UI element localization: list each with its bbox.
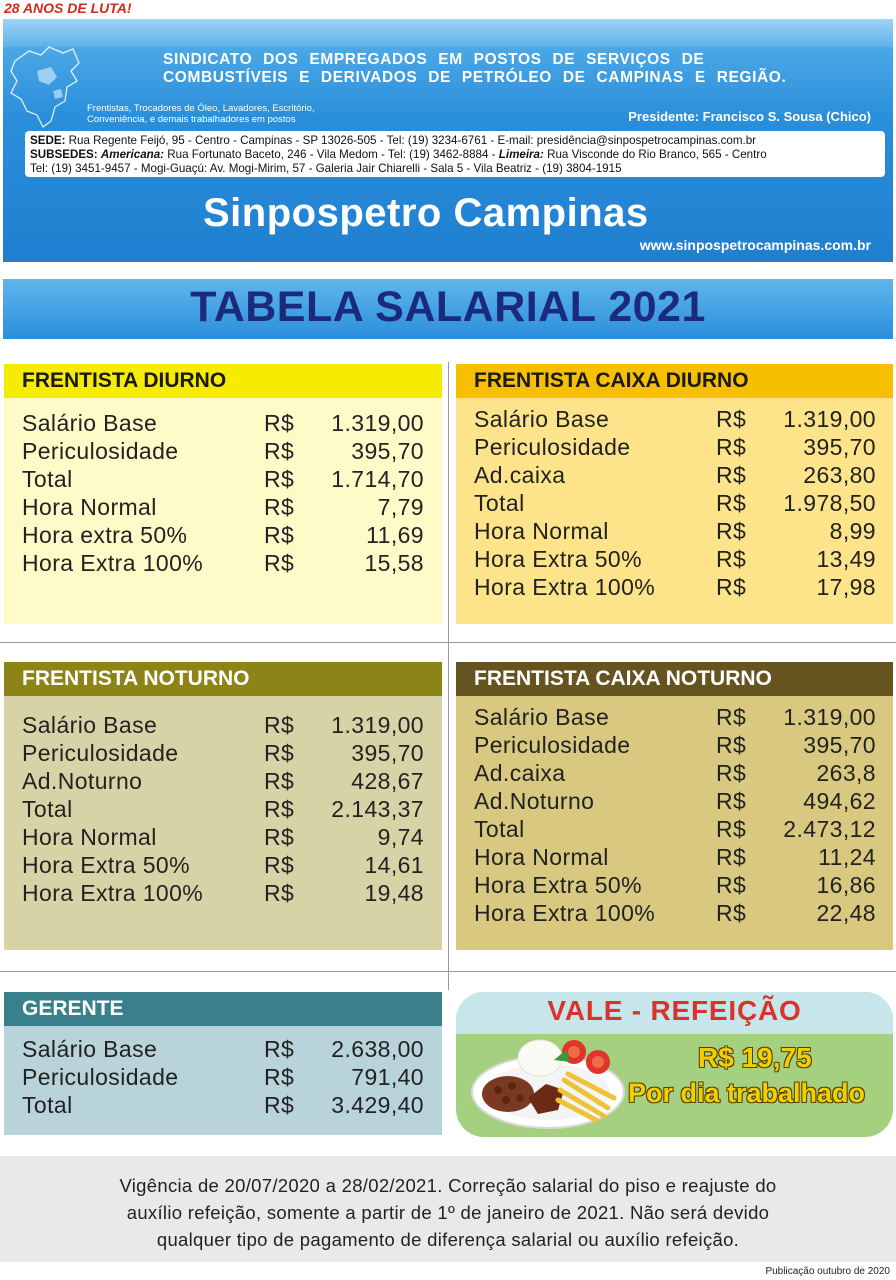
table-row <box>474 788 876 816</box>
table-row <box>474 406 876 434</box>
row-label: Salário Base <box>22 712 158 738</box>
table-row <box>22 1036 424 1064</box>
row-currency: R$ <box>264 796 295 822</box>
row-currency: R$ <box>264 1036 295 1062</box>
table-row <box>474 518 876 546</box>
row-label: Periculosidade <box>474 732 631 758</box>
row-value: 22,48 <box>816 900 876 926</box>
row-currency: R$ <box>716 816 747 842</box>
row-currency: R$ <box>264 522 295 548</box>
row-label: Salário Base <box>474 704 610 730</box>
table-frentista-caixa-noturno <box>456 662 893 950</box>
row-currency: R$ <box>716 872 747 898</box>
table-row <box>22 768 424 796</box>
table-row <box>22 438 424 466</box>
row-value: 13,49 <box>816 546 876 572</box>
row-value: 395,70 <box>803 732 876 758</box>
sao-paulo-map-icon <box>7 41 83 131</box>
row-value: 263,8 <box>816 760 876 786</box>
meal-voucher-per-day: Por dia trabalhado <box>628 1078 866 1108</box>
row-label: Ad.Noturno <box>22 768 143 794</box>
row-label: Salário Base <box>22 1036 158 1062</box>
address-sede <box>30 134 885 148</box>
row-value: 19,48 <box>364 880 424 906</box>
row-value: 1.714,70 <box>331 466 424 492</box>
row-label: Ad.Noturno <box>474 788 595 814</box>
row-currency: R$ <box>716 490 747 516</box>
row-currency: R$ <box>264 494 295 520</box>
row-currency: R$ <box>264 438 295 464</box>
table-frentista-noturno <box>4 662 442 950</box>
row-currency: R$ <box>716 434 747 460</box>
row-label: Hora Extra 100% <box>22 550 204 576</box>
table-row <box>474 434 876 462</box>
row-label: Hora Extra 100% <box>474 900 656 926</box>
row-currency: R$ <box>264 410 295 436</box>
table-row <box>22 712 424 740</box>
sede-label: SEDE: <box>30 134 66 147</box>
row-value: 494,62 <box>803 788 876 814</box>
table-row <box>22 466 424 494</box>
row-label: Hora extra 50% <box>22 522 188 548</box>
table-frentista-diurno <box>4 364 442 624</box>
row-label: Hora Extra 100% <box>474 574 656 600</box>
table-row <box>22 796 424 824</box>
row-label: Hora Normal <box>474 518 609 544</box>
row-label: Hora Extra 50% <box>22 852 190 878</box>
row-currency: R$ <box>264 824 295 850</box>
validity-notice <box>0 1156 896 1262</box>
row-value: 3.429,40 <box>331 1092 424 1118</box>
website-link[interactable]: www.sinpospetrocampinas.com.br <box>639 237 871 253</box>
table-row <box>22 824 424 852</box>
row-label: Ad.caixa <box>474 760 566 786</box>
sede-text: Rua Regente Feijó, 95 - Centro - Campinas - SP 13026-505 - Tel: (19) 3234-6761 - E-mail: presidência@sinpospetrocampinas.com.br <box>68 134 757 147</box>
publication-date: Publicação outubro de 2020 <box>765 1266 890 1277</box>
union-header <box>3 19 893 262</box>
table-body <box>456 398 893 624</box>
row-value: 395,70 <box>803 434 876 460</box>
row-value: 791,40 <box>351 1064 424 1090</box>
row-label: Hora Extra 100% <box>22 880 204 906</box>
limeira-text: Rua Visconde do Rio Branco, 565 - Centro <box>547 148 767 161</box>
row-currency: R$ <box>716 900 747 926</box>
row-currency: R$ <box>716 732 747 758</box>
table-body <box>4 1026 442 1135</box>
row-label: Hora Extra 50% <box>474 872 642 898</box>
table-row <box>474 816 876 844</box>
union-name-line1: SINDICATO DOS EMPREGADOS EM POSTOS DE SERVIÇOS DE <box>163 51 705 68</box>
table-row <box>22 1092 424 1120</box>
brand-name: Sinpospetro Campinas <box>203 191 649 235</box>
table-row <box>474 574 876 602</box>
table-row <box>22 410 424 438</box>
table-frentista-caixa-diurno <box>456 364 893 624</box>
row-label: Hora Normal <box>22 824 157 850</box>
row-value: 8,99 <box>829 518 876 544</box>
address-subsedes <box>30 148 885 162</box>
table-heading: FRENTISTA CAIXA NOTURNO <box>456 662 893 696</box>
limeira-label: Limeira: <box>498 148 544 161</box>
address-box <box>25 131 885 177</box>
row-currency: R$ <box>264 768 295 794</box>
categories-line2: Conveniência, e demais trabalhadores em postos <box>87 114 296 125</box>
row-label: Salário Base <box>22 410 158 436</box>
row-label: Hora Normal <box>474 844 609 870</box>
table-row <box>22 494 424 522</box>
table-heading: FRENTISTA DIURNO <box>4 364 442 398</box>
header-top-strip <box>3 19 893 47</box>
row-value: 2.143,37 <box>331 796 424 822</box>
row-value: 11,69 <box>366 522 424 548</box>
table-row <box>22 740 424 768</box>
row-currency: R$ <box>716 462 747 488</box>
row-currency: R$ <box>716 760 747 786</box>
row-label: Salário Base <box>474 406 610 432</box>
anniversary-tag: 28 ANOS DE LUTA! <box>4 0 132 16</box>
meal-plate-icon <box>468 1020 628 1135</box>
table-body <box>456 696 893 950</box>
row-value: 2.473,12 <box>783 816 876 842</box>
meal-voucher-title: VALE - REFEIÇÃO <box>547 995 802 1026</box>
row-label: Total <box>22 466 73 492</box>
row-label: Hora Extra 50% <box>474 546 642 572</box>
table-row <box>474 900 876 928</box>
row-currency: R$ <box>716 574 747 600</box>
validity-line3: qualquer tipo de pagamento de diferença salarial ou auxílio refeição. <box>156 1229 740 1250</box>
row-value: 1.978,50 <box>783 490 876 516</box>
row-currency: R$ <box>264 466 295 492</box>
row-label: Periculosidade <box>22 438 179 464</box>
validity-line1: Vigência de 20/07/2020 a 28/02/2021. Correção salarial do piso e reajuste do <box>119 1175 777 1196</box>
row-currency: R$ <box>716 518 747 544</box>
row-currency: R$ <box>264 712 295 738</box>
row-value: 1.319,00 <box>783 704 876 730</box>
row-currency: R$ <box>264 1092 295 1118</box>
categories-line1: Frentistas, Trocadores de Óleo, Lavadores, Escritório, <box>87 103 315 114</box>
americana-label: Americana: <box>100 148 165 161</box>
row-value: 9,74 <box>377 824 424 850</box>
table-row <box>474 872 876 900</box>
table-row <box>474 704 876 732</box>
row-currency: R$ <box>716 406 747 432</box>
table-row <box>474 732 876 760</box>
row-label: Total <box>22 796 73 822</box>
row-divider-1 <box>0 642 896 643</box>
row-value: 263,80 <box>803 462 876 488</box>
column-divider <box>448 362 449 990</box>
table-body <box>4 696 442 950</box>
row-label: Total <box>22 1092 73 1118</box>
row-label: Periculosidade <box>22 740 179 766</box>
row-currency: R$ <box>264 852 295 878</box>
row-value: 16,86 <box>816 872 876 898</box>
subsedes-label: SUBSEDES: <box>30 148 98 161</box>
row-currency: R$ <box>716 704 747 730</box>
row-currency: R$ <box>264 880 295 906</box>
row-value: 11,24 <box>818 844 876 870</box>
table-row <box>22 522 424 550</box>
table-heading: FRENTISTA NOTURNO <box>4 662 442 696</box>
table-row <box>474 546 876 574</box>
row-value: 15,58 <box>364 550 424 576</box>
row-value: 7,79 <box>377 494 424 520</box>
table-row <box>22 852 424 880</box>
row-currency: R$ <box>264 550 295 576</box>
validity-line2: auxílio refeição, somente a partir de 1º de janeiro de 2021. Não será devido <box>126 1202 770 1223</box>
row-value: 17,98 <box>816 574 876 600</box>
row-label: Total <box>474 490 525 516</box>
meal-voucher-price: R$ 19,75 <box>698 1042 812 1073</box>
table-row <box>474 760 876 788</box>
table-row <box>474 490 876 518</box>
row-value: 14,61 <box>364 852 424 878</box>
table-row <box>474 462 876 490</box>
table-row <box>22 880 424 908</box>
table-body <box>4 398 442 624</box>
row-value: 1.319,00 <box>331 410 424 436</box>
row-value: 395,70 <box>351 740 424 766</box>
table-row <box>22 1064 424 1092</box>
row-value: 395,70 <box>351 438 424 464</box>
table-heading: GERENTE <box>4 992 442 1026</box>
row-label: Total <box>474 816 525 842</box>
page-title: TABELA SALARIAL 2021 <box>190 283 706 331</box>
represented-categories <box>87 103 327 125</box>
row-value: 2.638,00 <box>331 1036 424 1062</box>
row-currency: R$ <box>264 740 295 766</box>
row-currency: R$ <box>716 546 747 572</box>
union-name-line2: COMBUSTÍVEIS E DERIVADOS DE PETRÓLEO DE CAMPINAS E REGIÃO. <box>163 69 787 86</box>
row-label: Hora Normal <box>22 494 157 520</box>
union-name <box>163 51 843 87</box>
row-label: Periculosidade <box>22 1064 179 1090</box>
address-line3: Tel: (19) 3451-9457 - Mogi-Guaçú: Av. Mogi-Mirim, 57 - Galeria Jair Chiarelli - Sala 5 - Vila Beatriz - (19) 3804-1915 <box>30 162 622 175</box>
row-value: 1.319,00 <box>331 712 424 738</box>
row-currency: R$ <box>264 1064 295 1090</box>
table-heading: FRENTISTA CAIXA DIURNO <box>456 364 893 398</box>
table-gerente <box>4 992 442 1135</box>
meal-voucher-panel <box>456 992 893 1137</box>
row-label: Ad.caixa <box>474 462 566 488</box>
page-title-bar <box>3 279 893 339</box>
row-value: 1.319,00 <box>783 406 876 432</box>
table-row <box>22 550 424 578</box>
table-row <box>474 844 876 872</box>
row-value: 428,67 <box>351 768 424 794</box>
validity-text <box>60 1172 836 1253</box>
row-divider-2 <box>0 971 896 972</box>
row-label: Periculosidade <box>474 434 631 460</box>
president-name: Presidente: Francisco S. Sousa (Chico) <box>628 109 871 124</box>
row-currency: R$ <box>716 788 747 814</box>
americana-text: Rua Fortunato Baceto, 246 - Vila Medom - Tel: (19) 3462-8884 - <box>167 148 496 161</box>
row-currency: R$ <box>716 844 747 870</box>
